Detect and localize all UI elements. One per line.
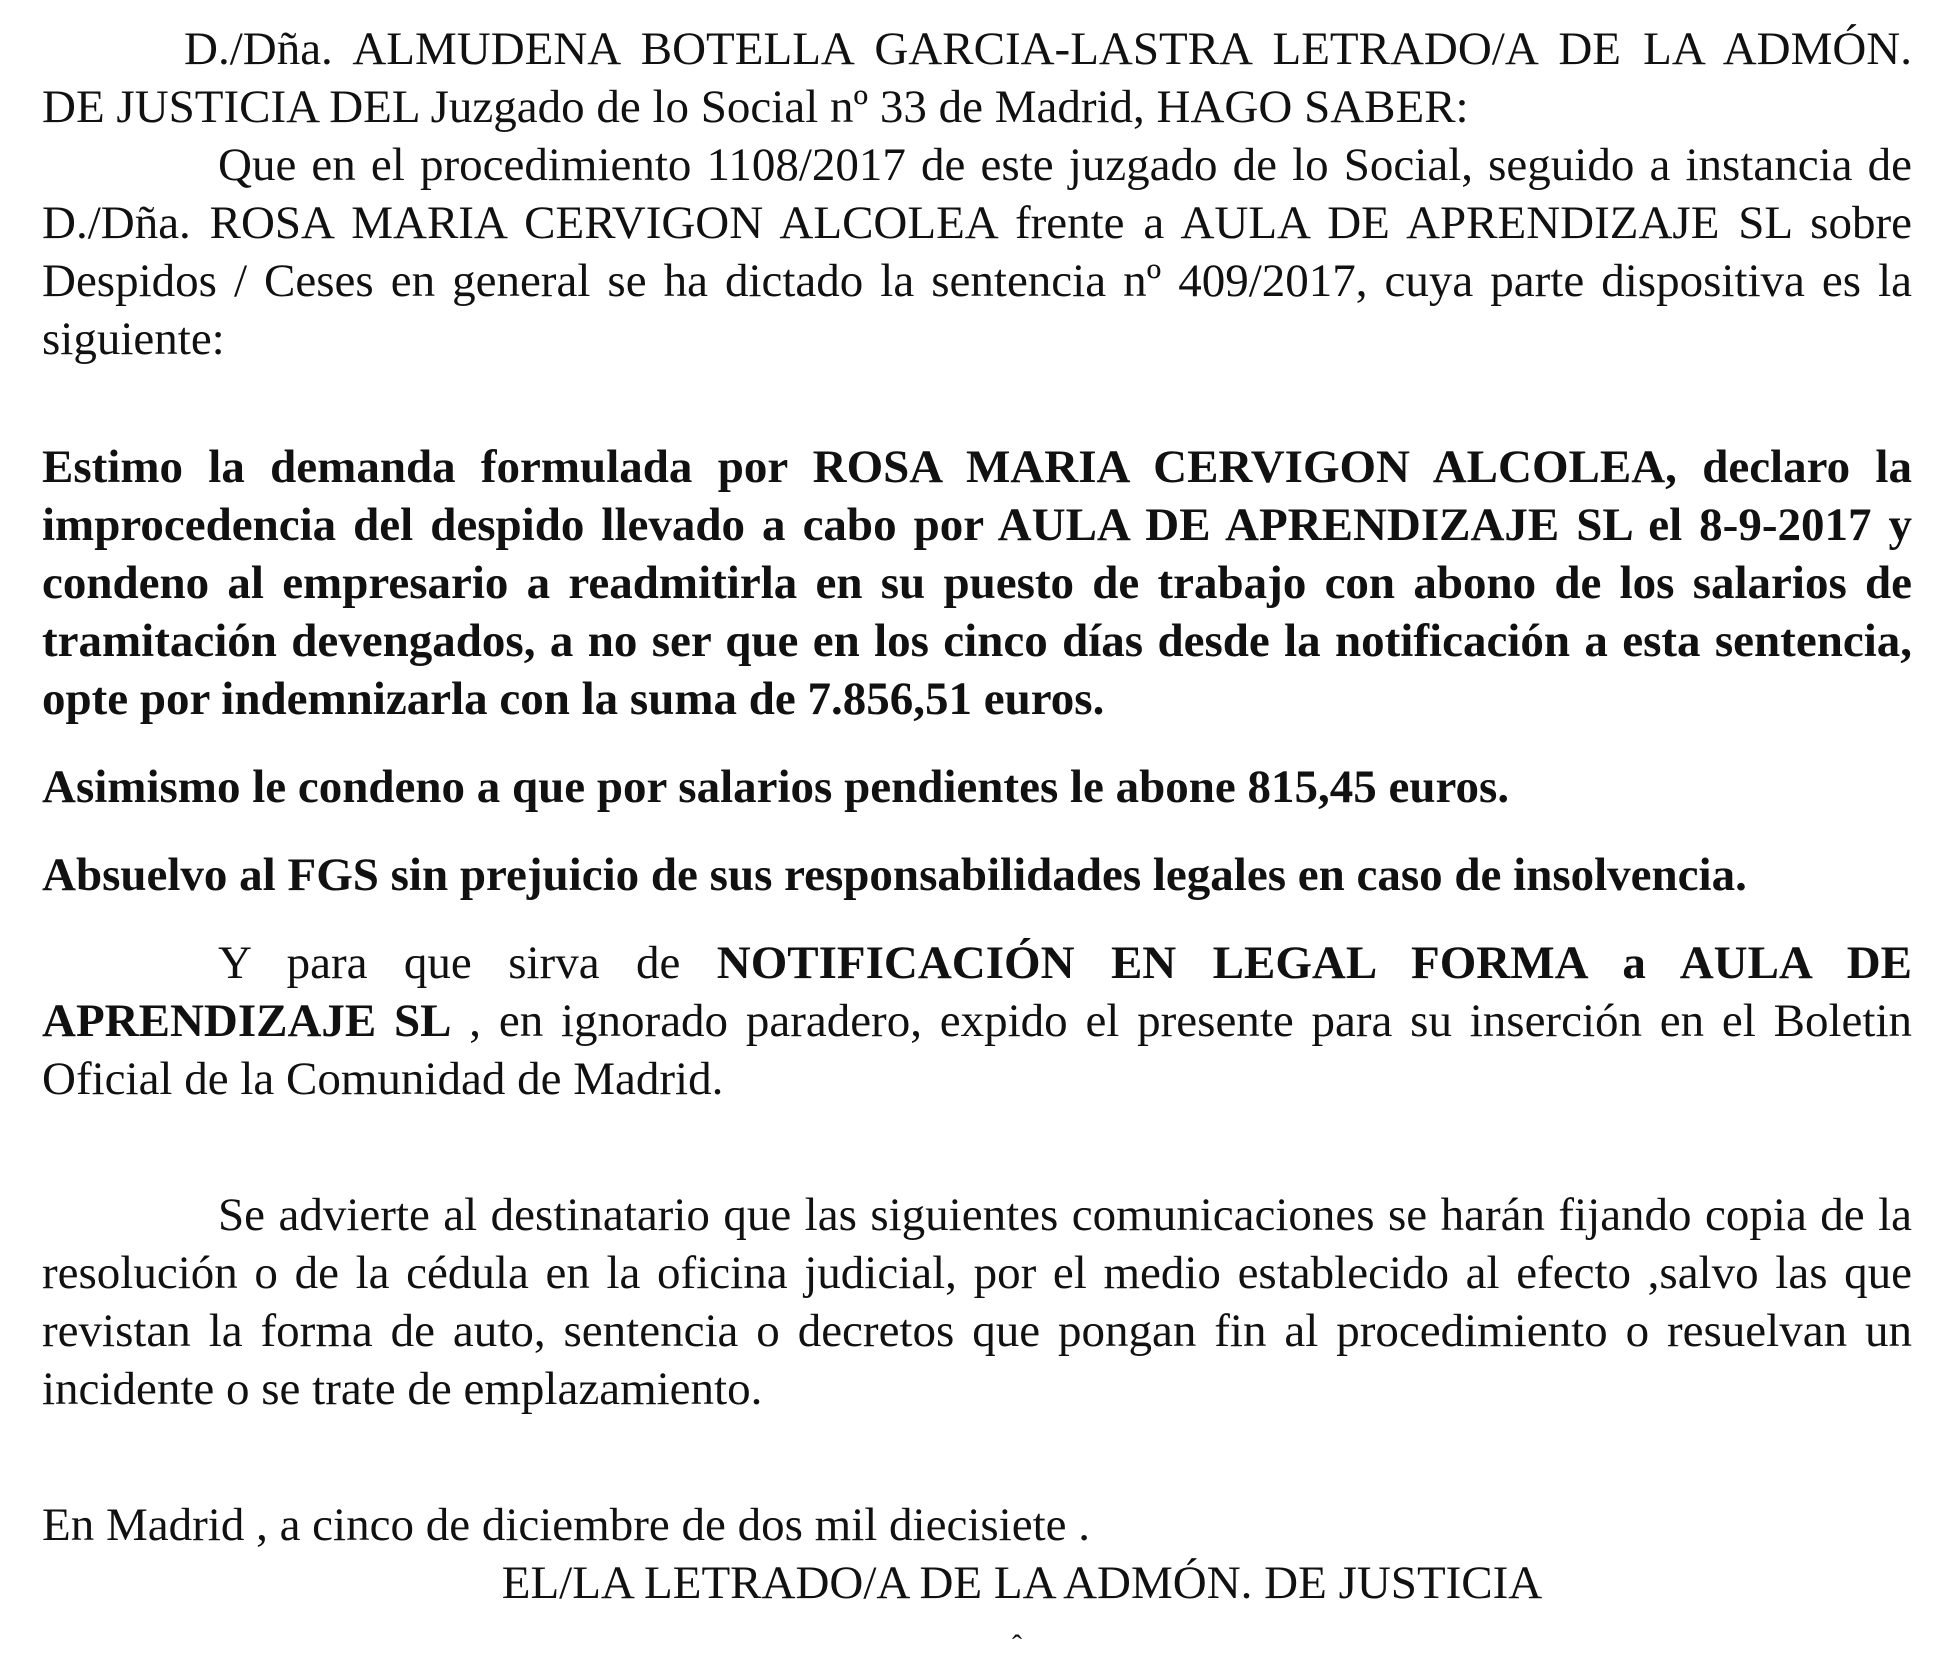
notification-text-start: Y para que sirva de [218,937,717,989]
advisory-paragraph: Se advierte al destinatario que las siguientes comunicaciones se harán fijando copia de la resolución o de la cédula en la oficina judicial, por el medio establecido al efecto ,salvo las que revistan la forma de auto, sentencia o decretos que pongan fin al procedimiento o resuelvan un incidente o se trate de emplazamiento. [42,1189,1912,1415]
notification-text-end: , en ignorado paradero, expido el presente para su inserción en el Boletin Oficial de la Comunidad de Madrid. [42,995,1913,1105]
cutoff-signature-mark: ˆ [1012,1629,1022,1662]
pending-salaries-paragraph: Asimismo le condeno a que por salarios pendientes le abone 815,45 euros. [42,761,1510,813]
notification-bold-text: NOTIFICACIÓN EN LEGAL FORMA a AULA DE APRENDIZAJE SL [42,937,1912,1047]
ruling-paragraph: Estimo la demanda formulada por ROSA MARIA CERVIGON ALCOLEA, declaro la improcedencia del despido llevado a cabo por AULA DE APRENDIZAJE SL el 8-9-2017 y condeno al empresario a readmitirla en su puesto de trabajo con abono de los salarios de tramitación devengados, a no ser que en los cinco días desde la notificación a esta sentencia, opte por indemnizarla con la suma de 7.856,51 euros. [42,441,1912,725]
document-page [42,20,1912,1612]
date-line: En Madrid , a cinco de diciembre de dos mil diecisiete . [42,1499,1091,1551]
notification-paragraph [42,934,1912,1108]
signature-title: EL/LA LETRADO/A DE LA ADMÓN. DE JUSTICIA [501,1557,1543,1609]
header-paragraph: D./Dña. ALMUDENA BOTELLA GARCIA-LASTRA LETRADO/A DE LA ADMÓN. DE JUSTICIA DEL Juzgado de lo Social nº 33 de Madrid, HAGO SABER: [42,23,1912,133]
acquittal-paragraph: Absuelvo al FGS sin prejuicio de sus responsabilidades legales en caso de insolvencia. [42,849,1747,901]
procedure-paragraph: Que en el procedimiento 1108/2017 de este juzgado de lo Social, seguido a instancia de D./Dña. ROSA MARIA CERVIGON ALCOLEA frente a AULA DE APRENDIZAJE SL sobre Despidos / Ceses en general se ha dictado la sentencia nº 409/2017, cuya parte dispositiva es la siguiente: [42,139,1912,365]
